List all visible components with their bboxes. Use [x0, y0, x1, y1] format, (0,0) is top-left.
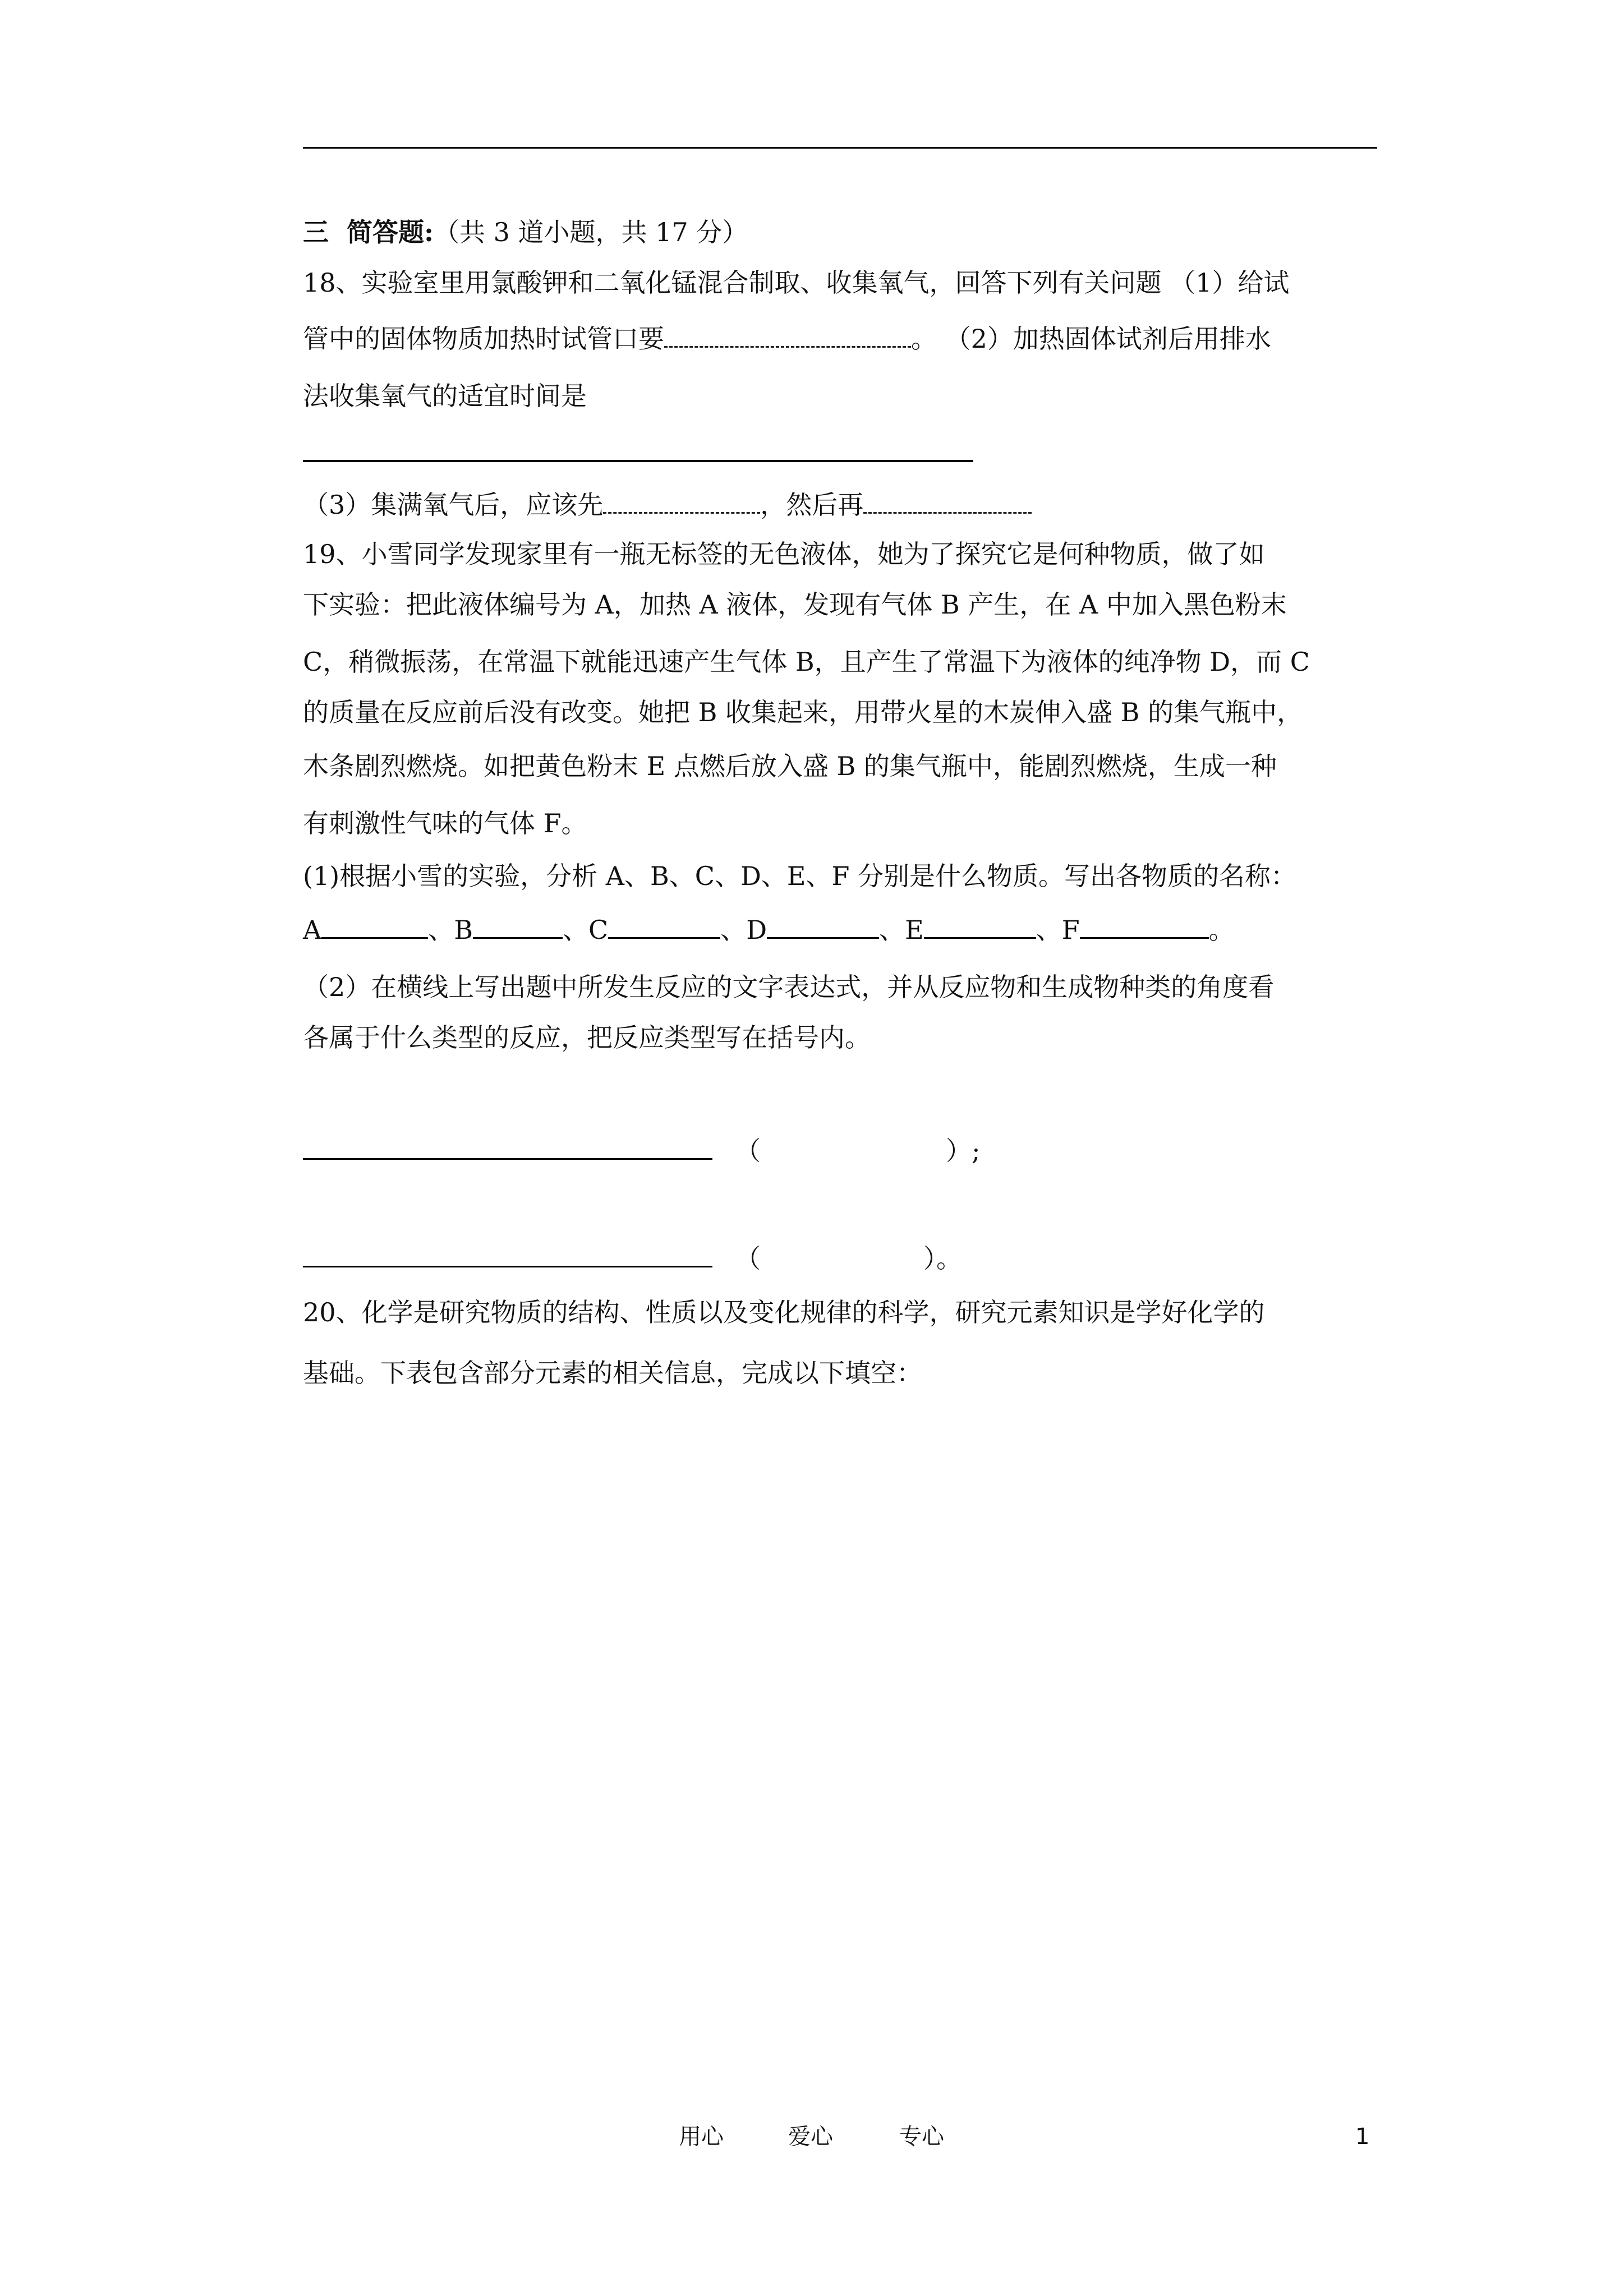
q19-blank-e[interactable] — [924, 915, 1036, 939]
q19-eq1-paren-open: （ — [735, 1136, 761, 1166]
q19-line-6: 有刺激性气味的气体 F。 — [303, 808, 587, 838]
q19-label-e: 、E — [879, 915, 924, 945]
q19-blank-f[interactable] — [1080, 915, 1209, 939]
q19-blank-equation-2[interactable] — [303, 1243, 712, 1267]
q19-part1-answers — [303, 913, 1235, 947]
header-rule — [303, 147, 1377, 149]
q19-equation-1 — [303, 1134, 981, 1168]
footer-motto-1: 用心 — [679, 2124, 724, 2150]
q19-blank-b[interactable] — [473, 915, 563, 939]
q19-part2-line-1: （2）在横线上写出题中所发生反应的文字表达式，并从反应物和生成物种类的角度看 — [303, 972, 1275, 1002]
q18-line-2-text-b: 。 （2）加热固体试剂后用排水 — [911, 324, 1271, 354]
q19-line-3: C，稍微振荡，在常温下就能迅速产生气体 B，且产生了常温下为液体的纯净物 D，而 C — [303, 647, 1310, 677]
section-heading-detail: （共 3 道小题，共 17 分） — [434, 217, 748, 247]
q18-blank-second-step[interactable] — [863, 490, 1032, 514]
q19-line-2: 下实验：把此液体编号为 A，加热 A 液体，发现有气体 B 产生，在 A 中加入黑色粉末 — [303, 589, 1287, 620]
q19-label-c: 、C — [563, 915, 609, 945]
section-heading-title: 三 简答题: — [303, 217, 434, 247]
q19-label-end: 。 — [1208, 915, 1235, 945]
q20-line-1: 20、化学是研究物质的结构、性质以及变化规律的科学，研究元素知识是学好化学的 — [303, 1297, 1265, 1327]
q18-line-4-text-a: （3）集满氧气后，应该先 — [303, 490, 604, 520]
q18-line-2 — [303, 322, 1271, 356]
q19-label-f: 、F — [1036, 915, 1080, 945]
q19-blank-c[interactable] — [608, 915, 720, 939]
q19-blank-d[interactable] — [767, 915, 879, 939]
q19-line-1: 19、小雪同学发现家里有一瓶无标签的无色液体，她为了探究它是何种物质，做了如 — [303, 539, 1265, 569]
q19-line-4: 的质量在反应前后没有改变。她把 B 收集起来，用带火星的木炭伸入盛 B 的集气瓶中， — [303, 697, 1303, 727]
q18-answer-line-collection-time[interactable] — [303, 460, 973, 462]
q19-part2-line-2: 各属于什么类型的反应，把反应类型写在括号内。 — [303, 1022, 871, 1053]
q18-line-2-text-a: 管中的固体物质加热时试管口要 — [303, 324, 664, 354]
section-heading — [303, 215, 748, 249]
q18-blank-first-step[interactable] — [603, 490, 760, 514]
q19-equation-2 — [303, 1242, 962, 1275]
q19-label-b: 、B — [428, 915, 473, 945]
q19-label-d: 、D — [720, 915, 767, 945]
q19-blank-a[interactable] — [321, 915, 428, 939]
q19-blank-equation-1[interactable] — [303, 1136, 712, 1160]
q18-line-4-text-b: ，然后再 — [760, 490, 864, 520]
q19-eq2-paren-close: ）。 — [923, 1243, 962, 1274]
footer-motto-3: 专心 — [899, 2124, 944, 2150]
q19-label-a: A — [303, 915, 322, 945]
q18-line-4 — [303, 488, 1032, 522]
q20-line-2: 基础。下表包含部分元素的相关信息，完成以下填空： — [303, 1358, 922, 1388]
q19-part1-prompt: (1)根据小雪的实验，分析 A、B、C、D、E、F 分别是什么物质。写出各物质的名称： — [303, 861, 1296, 891]
q19-eq1-paren-close: ）; — [946, 1136, 981, 1166]
page-number: 1 — [1355, 2124, 1370, 2150]
q19-eq2-paren-open: （ — [735, 1243, 761, 1274]
q18-line-3: 法收集氧气的适宜时间是 — [303, 381, 587, 411]
footer-motto-2: 爱心 — [788, 2124, 833, 2150]
q19-line-5: 木条剧烈燃烧。如把黄色粉末 E 点燃后放入盛 B 的集气瓶中，能剧烈燃烧，生成一种 — [303, 751, 1277, 781]
q18-line-1: 18、实验室里用氯酸钾和二氧化锰混合制取、收集氧气，回答下列有关问题 （1）给试 — [303, 268, 1290, 298]
q18-blank-tube-mouth[interactable] — [664, 324, 911, 348]
